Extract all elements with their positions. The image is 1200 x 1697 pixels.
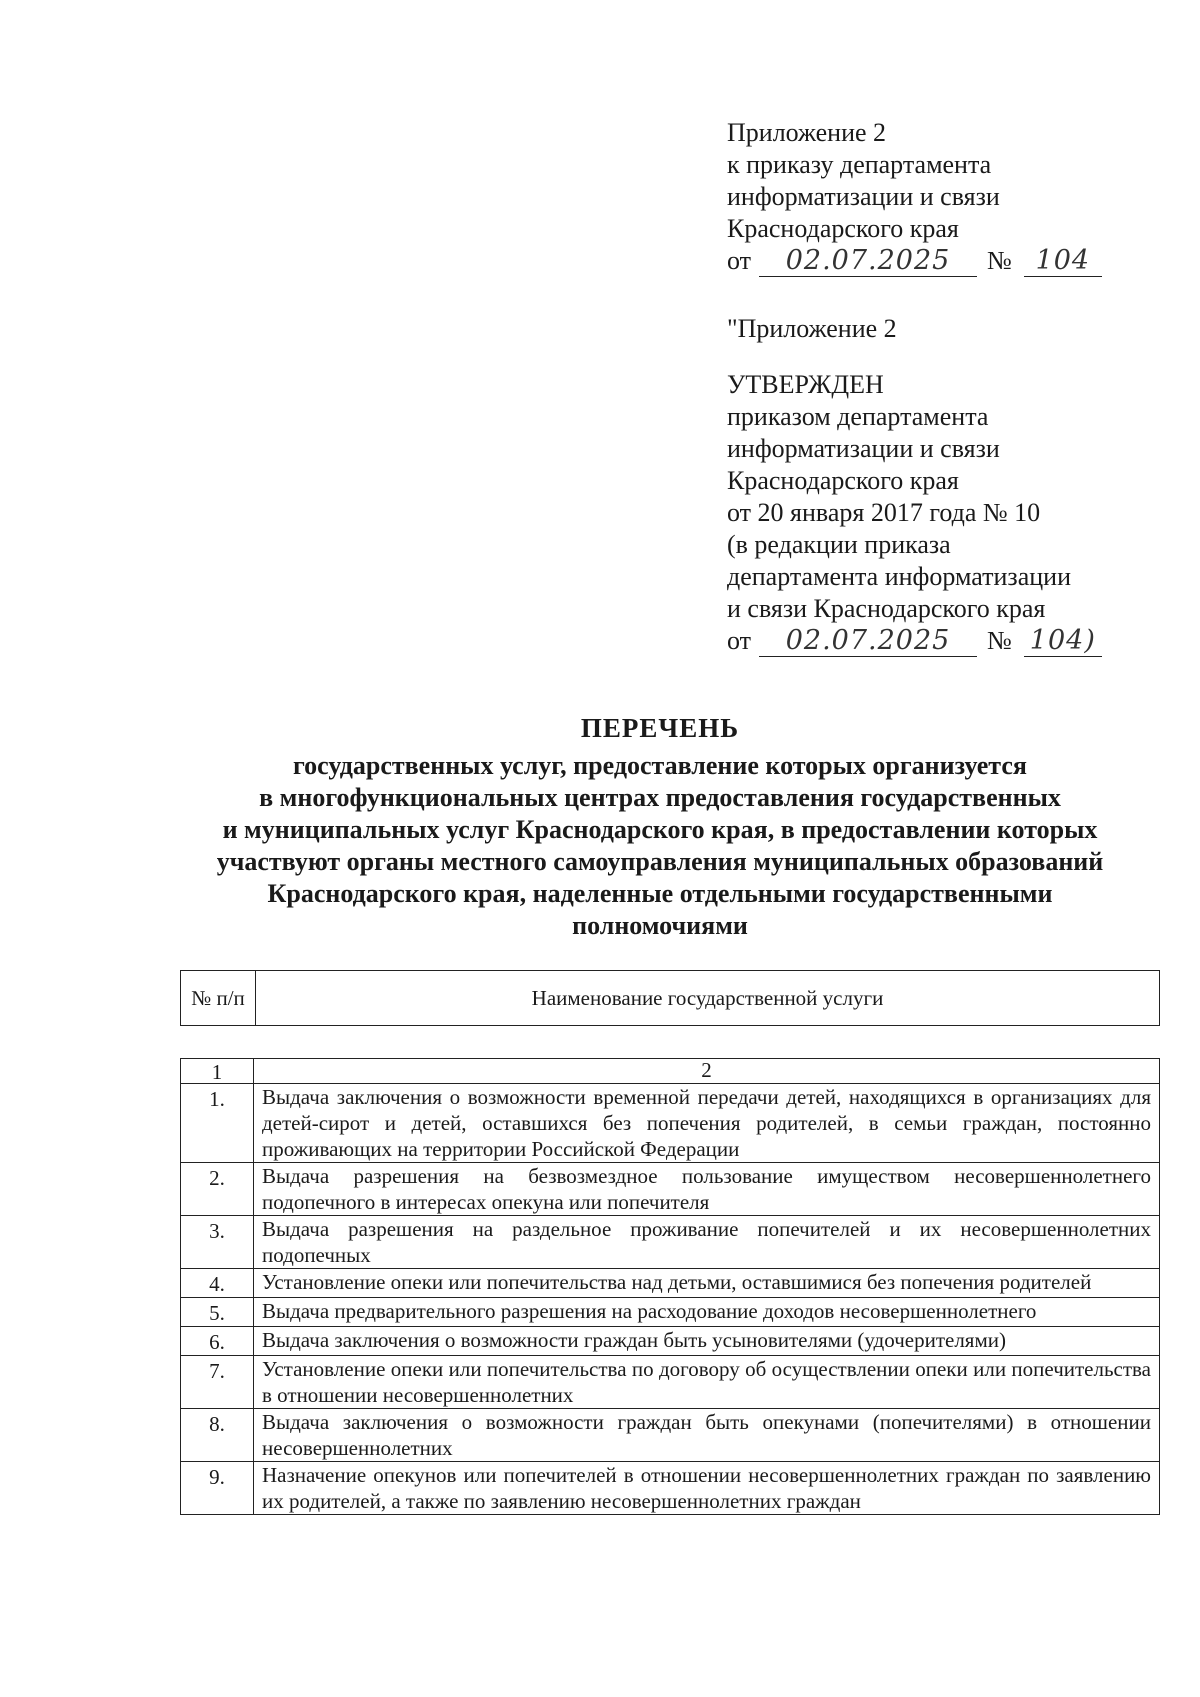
appendix-line: Приложение 2 — [727, 118, 887, 147]
handwritten-number: 104) — [1024, 626, 1102, 657]
title-line: и муниципальных услуг Краснодарского края, в предоставлении которых — [222, 815, 1098, 844]
services-table — [180, 1058, 1160, 1515]
table-row — [181, 1356, 1160, 1409]
from-label: от — [727, 626, 752, 655]
row-number: 2. — [181, 1163, 254, 1216]
title-main: ПЕРЕЧЕНЬ — [580, 713, 740, 743]
approved-line: и связи Краснодарского края — [727, 594, 1046, 623]
service-name: Назначение опекунов или попечителей в отношении несовершеннолетних граждан по заявлению их родителей, а также по заявлению несовершеннолетних граждан — [254, 1462, 1160, 1515]
from-label: от — [727, 246, 752, 275]
service-name: Выдача разрешения на раздельное проживание попечителей и их несовершеннолетних подопечных — [254, 1216, 1160, 1269]
approved-line: информатизации и связи — [727, 434, 1000, 463]
handwritten-date: 02.07.2025 — [759, 626, 977, 657]
service-name: Выдача разрешения на безвозмездное пользование имуществом несовершеннолетнего подопечного в интересах опекуна или попечителя — [254, 1163, 1160, 1216]
approved-line: от 20 января 2017 года № 10 — [727, 498, 1041, 527]
table-row — [181, 1409, 1160, 1462]
service-name: Установление опеки или попечительства по договору об осуществлении опеки или попечительства в отношении несовершеннолетних — [254, 1356, 1160, 1409]
index-cell: 1 — [181, 1059, 254, 1084]
row-number: 8. — [181, 1409, 254, 1462]
appendix-reference — [727, 117, 1102, 277]
quoted-appendix-title: "Приложение 2 — [727, 314, 897, 343]
row-number: 1. — [181, 1084, 254, 1163]
services-table-header — [180, 970, 1160, 1026]
service-name: Выдача заключения о возможности граждан быть опекунами (попечителями) в отношении несовершеннолетних — [254, 1409, 1160, 1462]
title-line: участвуют органы местного самоуправления муниципальных образований — [216, 847, 1104, 876]
title-line: в многофункциональных центрах предоставления государственных — [259, 783, 1061, 812]
handwritten-date: 02.07.2025 — [759, 246, 977, 277]
number-label: № — [987, 626, 1012, 655]
title-line: государственных услуг, предоставление которых организуется — [293, 751, 1027, 780]
approved-line: департамента информатизации — [727, 562, 1071, 591]
row-number: 7. — [181, 1356, 254, 1409]
appendix-line: Краснодарского края — [727, 214, 959, 243]
title-line: Краснодарского края, наделенные отдельными государственными — [267, 879, 1053, 908]
table-row — [181, 1298, 1160, 1327]
handwritten-number: 104 — [1024, 246, 1102, 277]
service-name: Выдача заключения о возможности граждан быть усыновителями (удочерителями) — [254, 1327, 1160, 1356]
table-row — [181, 1462, 1160, 1515]
document-title — [160, 712, 1160, 942]
approved-line: приказом департамента — [727, 402, 989, 431]
number-label: № — [987, 246, 1012, 275]
approved-date-row — [727, 625, 1102, 657]
approved-heading: УТВЕРЖДЕН — [727, 370, 884, 399]
approved-line: (в редакции приказа — [727, 530, 951, 559]
table-row — [181, 1216, 1160, 1269]
appendix-date-row — [727, 245, 1102, 277]
row-number: 6. — [181, 1327, 254, 1356]
row-number: 5. — [181, 1298, 254, 1327]
table-row — [181, 1163, 1160, 1216]
appendix-line: к приказу департамента — [727, 150, 992, 179]
approved-line: Краснодарского края — [727, 466, 959, 495]
title-line: полномочиями — [572, 911, 748, 940]
service-name: Выдача предварительного разрешения на расходование доходов несовершеннолетнего — [254, 1298, 1160, 1327]
index-cell: 2 — [254, 1059, 1160, 1084]
row-number: 9. — [181, 1462, 254, 1515]
header-name-cell: Наименование государственной услуги — [256, 971, 1160, 1026]
appendix-line: информатизации и связи — [727, 182, 1000, 211]
approved-block — [727, 369, 1102, 657]
row-number: 3. — [181, 1216, 254, 1269]
row-number: 4. — [181, 1269, 254, 1298]
table-row — [181, 1327, 1160, 1356]
service-name: Выдача заключения о возможности временной передачи детей, находящихся в организациях для детей-сирот и детей, оставшихся без попечения родителей, в семьи граждан, постоянно проживающих на территории Российской Федерации — [254, 1084, 1160, 1163]
service-name: Установление опеки или попечительства над детьми, оставшимися без попечения родителей — [254, 1269, 1160, 1298]
column-index-row — [181, 1059, 1160, 1084]
header-number-cell: № п/п — [181, 971, 256, 1026]
table-row — [181, 1269, 1160, 1298]
table-row — [181, 1084, 1160, 1163]
